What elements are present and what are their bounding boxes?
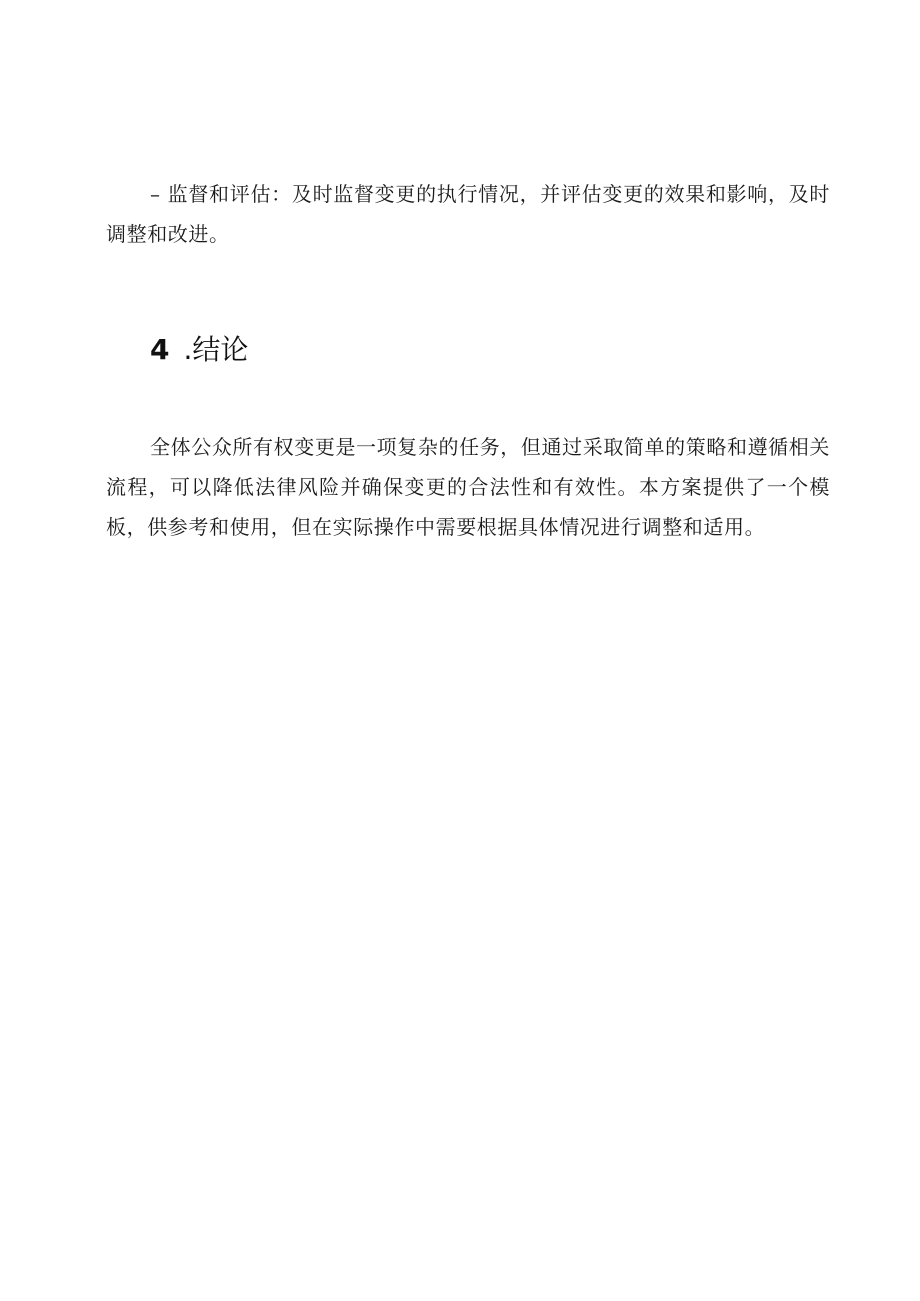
monitoring-paragraph: – 监督和评估：及时监督变更的执行情况，并评估变更的效果和影响，及时调整和改进。 bbox=[106, 182, 830, 246]
section-number: 4 bbox=[150, 333, 170, 366]
conclusion-paragraph: 全体公众所有权变更是一项复杂的任务，但通过采取简单的策略和遵循相关流程，可以降低法律风险并确保变更的合法性和有效性。本方案提供了一个模板，供参考和使用，但在实际操作中需要根据具体情况进行调整和适用。 bbox=[106, 435, 830, 539]
section-heading bbox=[150, 330, 248, 370]
section-title: .结论 bbox=[183, 333, 249, 366]
